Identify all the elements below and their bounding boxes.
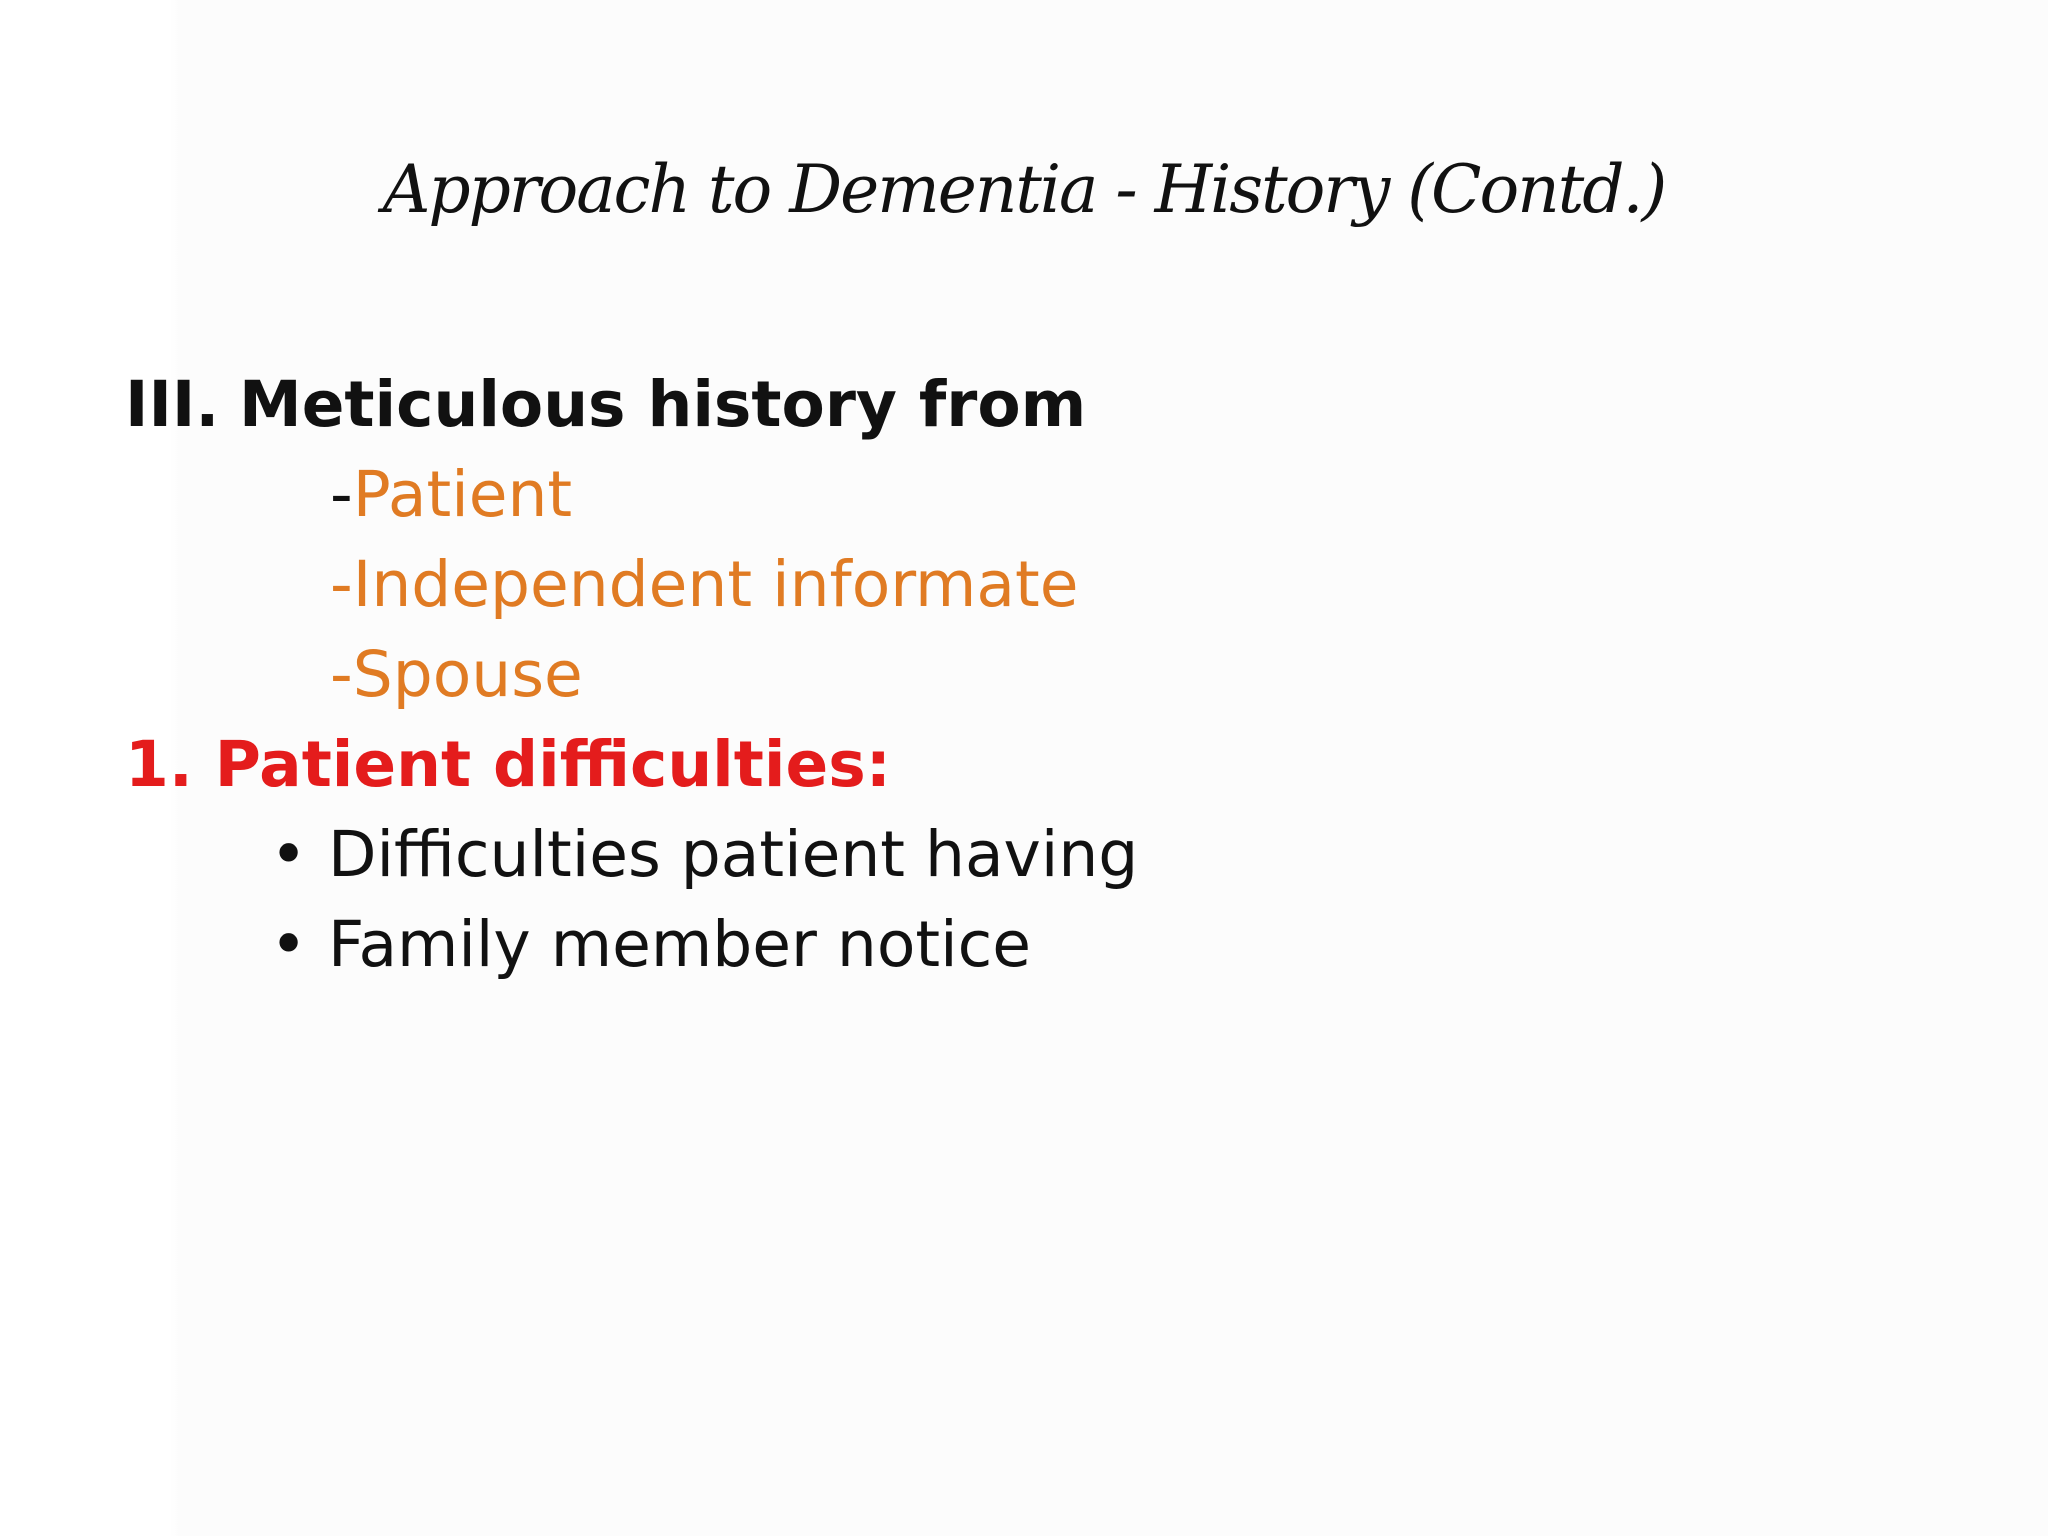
bullet-marker: • [270,818,308,891]
source-item-informant [330,548,1079,621]
subsection-heading: 1. Patient difficulties: [125,728,891,801]
source-item-dash: - [330,638,353,711]
section-number: III. [125,368,220,441]
source-item-dash: - [330,458,353,531]
source-item-spouse [330,638,583,711]
bullet-text: Family member notice [328,908,1031,981]
bullet-marker: • [270,908,308,981]
source-item-dash: - [330,548,353,621]
source-item-label: Spouse [352,638,583,711]
slide-title: Approach to Dementia - History (Contd.) [382,151,1666,228]
bullet-text: Difficulties patient having [328,818,1139,891]
bullet-item [270,818,1139,891]
section-heading [125,368,1087,441]
source-item-label: Independent informate [352,548,1079,621]
source-item-label: Patient [352,458,573,531]
bullet-item [270,908,1031,981]
section-heading-text: Meticulous history from [239,368,1087,441]
source-item-patient [330,458,573,531]
